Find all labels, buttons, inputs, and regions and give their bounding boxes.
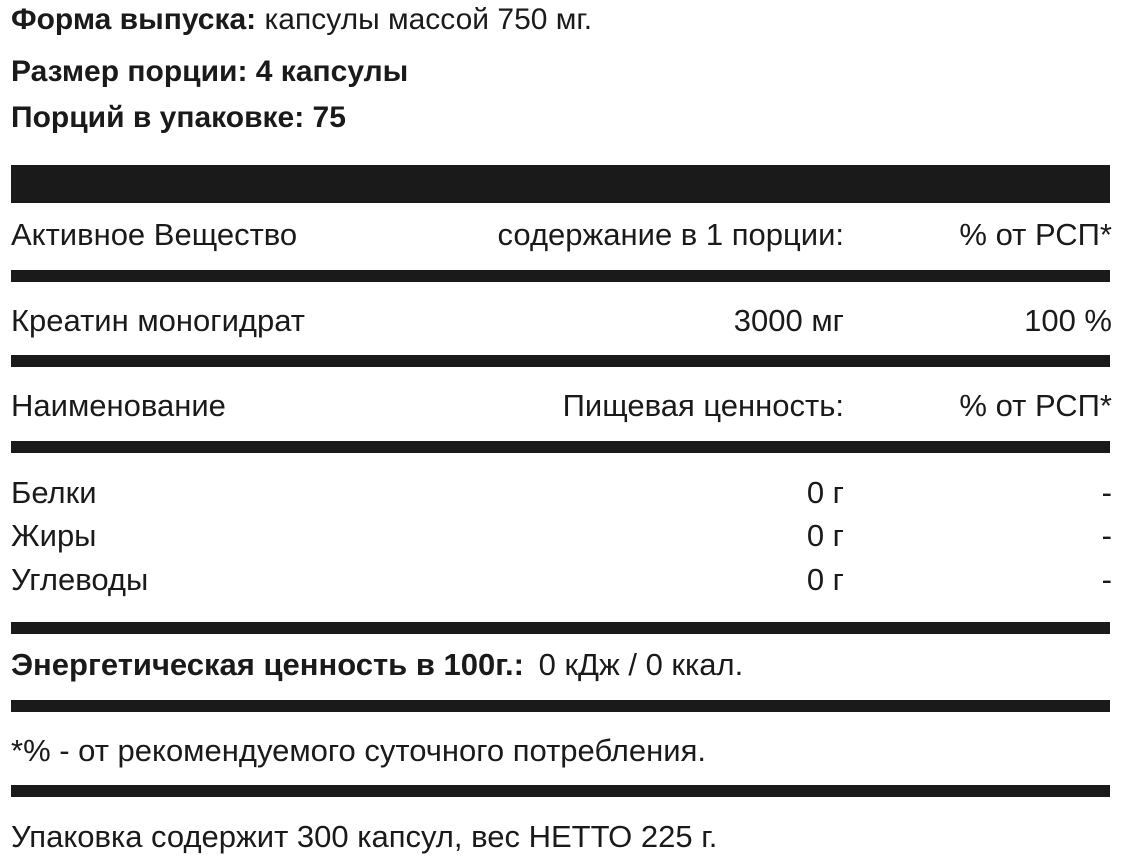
divider (11, 785, 1110, 797)
energy-value: 0 кДж / 0 ккал. (538, 647, 744, 682)
energy-label: Энергетическая ценность в 100г.: (11, 647, 524, 682)
package-info: Упаковка содержит 300 капсул, вес НЕТТО 225 г. (11, 819, 718, 854)
divider (11, 441, 1110, 453)
serving-size: Размер порции: 4 капсулы (11, 55, 409, 88)
footnote: *% - от рекомендуемого суточного потребления. (11, 733, 706, 768)
nutrition-col-value: Пищевая ценность: (562, 388, 844, 423)
divider (11, 270, 1110, 282)
nutrition-row-value: 0 г (806, 562, 844, 597)
active-col-amount: содержание в 1 порции: (497, 217, 844, 252)
energy-line (11, 646, 743, 684)
nutrition-row-pct: - (1101, 562, 1112, 597)
active-col-pct: % от РСП* (959, 217, 1112, 252)
release-form-line (11, 2, 592, 38)
nutrition-row-value: 0 г (806, 475, 844, 510)
nutrition-col-pct: % от РСП* (959, 388, 1112, 423)
active-row-pct: 100 % (1024, 303, 1112, 338)
active-row-name: Креатин моногидрат (11, 303, 305, 338)
divider (11, 355, 1110, 367)
servings-per-pack: Порций в упаковке: 75 (11, 101, 346, 134)
table-top-bar (11, 165, 1110, 203)
divider (11, 622, 1110, 634)
nutrition-row-pct: - (1101, 518, 1112, 553)
divider (11, 700, 1110, 712)
nutrition-row-name: Белки (11, 475, 97, 510)
nutrition-row-name: Углеводы (11, 562, 149, 597)
nutrition-row-pct: - (1101, 475, 1112, 510)
release-form-value: капсулы массой 750 мг. (264, 3, 593, 36)
active-col-name: Активное Вещество (11, 217, 298, 252)
active-row-amount: 3000 мг (733, 303, 844, 338)
release-form-label: Форма выпуска: (11, 3, 257, 36)
nutrition-row-name: Жиры (11, 518, 97, 553)
nutrition-row-value: 0 г (806, 518, 844, 553)
nutrition-col-name: Наименование (11, 388, 226, 423)
